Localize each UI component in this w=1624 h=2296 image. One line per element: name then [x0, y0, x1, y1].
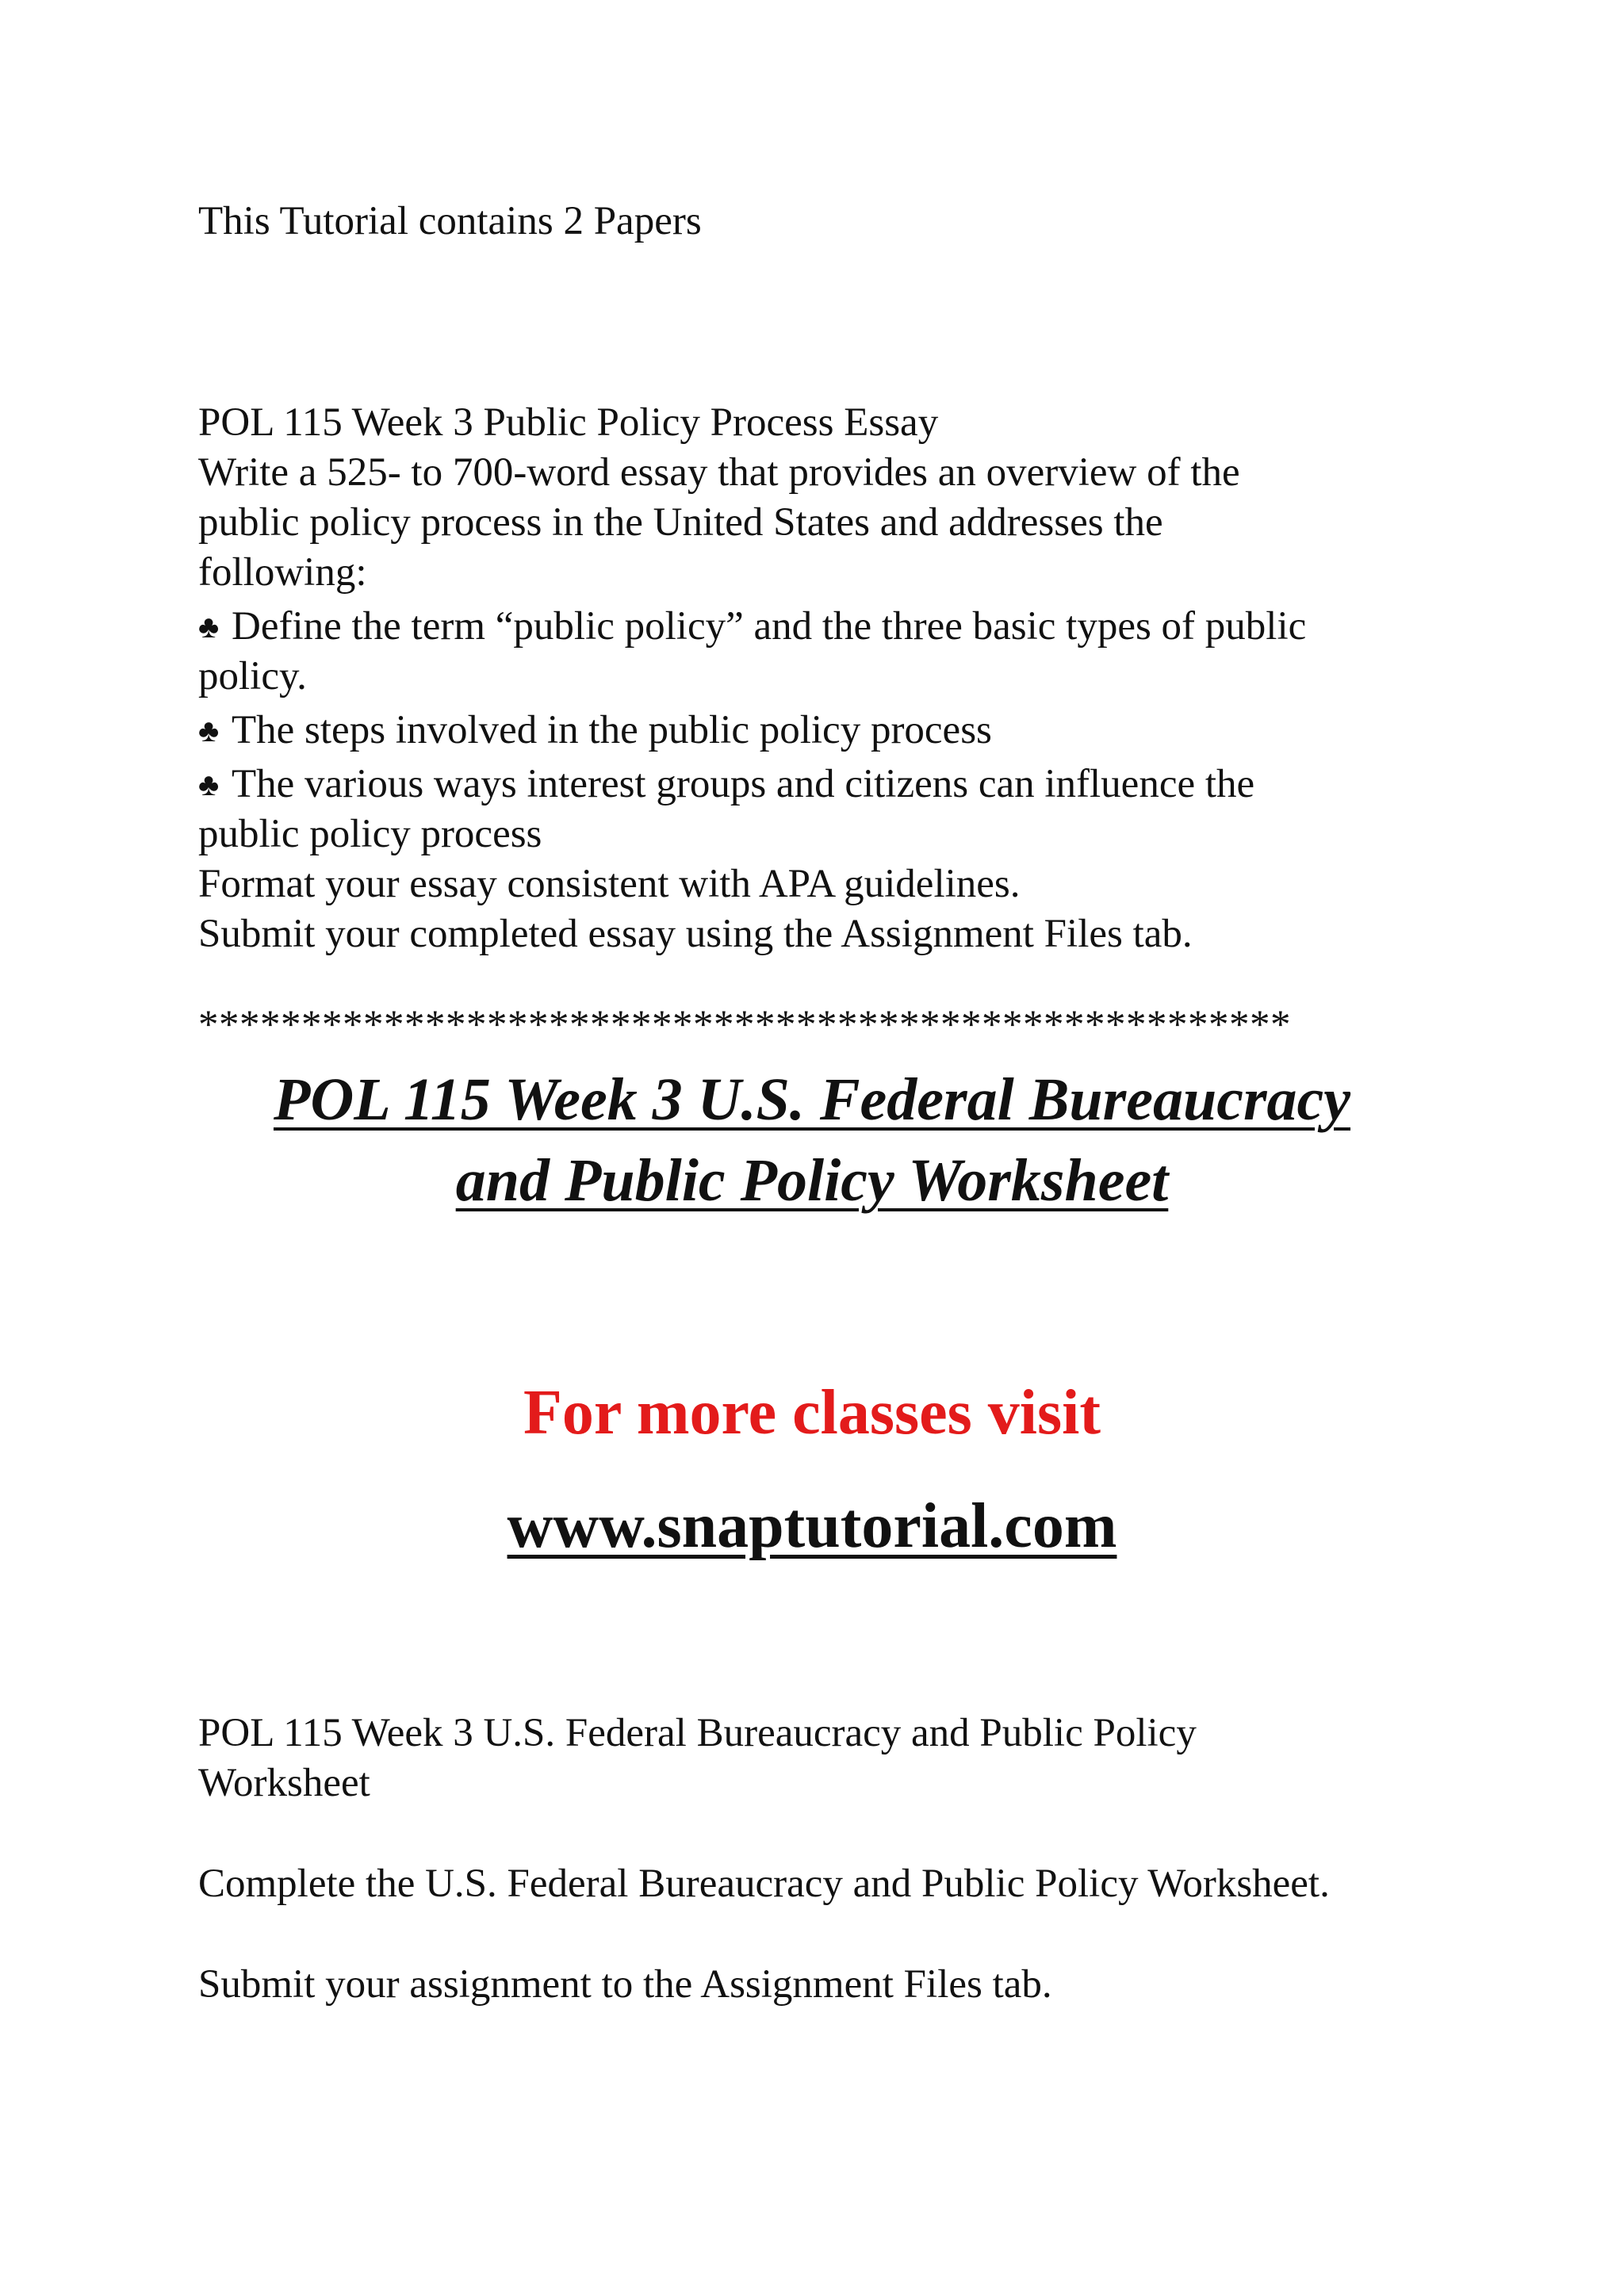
intro-section: [198, 197, 1435, 247]
paper2-submit: Submit your assignment to the Assignment Files tab.: [198, 1962, 1052, 2007]
paper2-title: POL 115 Week 3 U.S. Federal Bureaucracy and Public Policy: [198, 1711, 1197, 1755]
paper1-title: POL 115 Week 3 Public Policy Process Essay: [198, 400, 939, 445]
paper1-section: [198, 398, 1435, 959]
paper2-heading-line1: POL 115 Week 3 U.S. Federal Bureaucracy: [273, 1066, 1351, 1133]
paper1-line: Write a 525- to 700-word essay that provides an overview of the: [198, 450, 1240, 495]
paper2-section: [198, 1709, 1435, 1808]
website-link[interactable]: www.snaptutorial.com: [507, 1491, 1117, 1561]
bullet-text-continuation: policy.: [198, 654, 307, 698]
paper2-heading-line2: and Public Policy Worksheet: [455, 1147, 1169, 1214]
paper1-closing: Format your essay consistent with APA guidelines.: [198, 862, 1021, 906]
paper2-instruction: Complete the U.S. Federal Bureaucracy and Public Policy Worksheet.: [198, 1862, 1330, 1906]
bullet-text: Define the term “public policy” and the three basic types of public: [232, 604, 1307, 649]
club-bullet-icon: ♣: [198, 713, 220, 748]
paper2-submit-block: [198, 1960, 1435, 2010]
bullet-text-continuation: public policy process: [198, 812, 542, 856]
bullet-item: [198, 706, 1435, 756]
paper1-line: following:: [198, 550, 367, 595]
paper2-instruction-block: [198, 1859, 1435, 1909]
bullet-text: The various ways interest groups and citizens can influence the: [232, 762, 1255, 806]
promo-text: For more classes visit: [523, 1378, 1101, 1448]
bullet-text: The steps involved in the public policy process: [232, 708, 992, 752]
club-bullet-icon: ♣: [198, 767, 220, 802]
separator-stars: *****************************************************: [198, 1003, 1291, 1047]
bullet-item: [198, 760, 1435, 809]
paper1-closing: Submit your completed essay using the Assignment Files tab.: [198, 912, 1193, 956]
paper1-line: public policy process in the United States and addresses the: [198, 500, 1163, 545]
club-bullet-icon: ♣: [198, 609, 220, 645]
paper2-title: Worksheet: [198, 1761, 370, 1805]
intro-text: This Tutorial contains 2 Papers: [198, 199, 702, 243]
bullet-item: [198, 602, 1435, 652]
